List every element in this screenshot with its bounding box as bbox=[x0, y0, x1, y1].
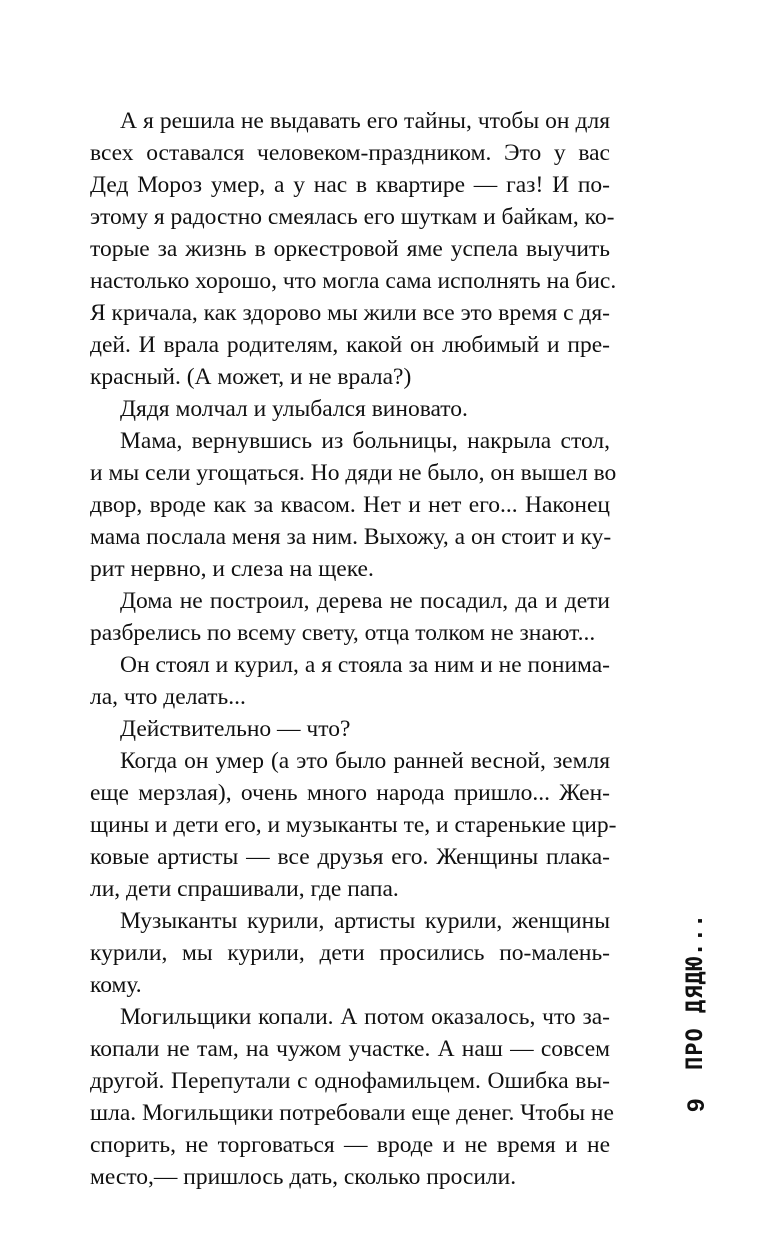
paragraph-line: двор, вроде как за квасом. Нет и нет его... Наконец bbox=[90, 492, 610, 518]
paragraph-line: красный. (А может, и не врала?) bbox=[90, 364, 412, 390]
paragraph-line: еще мерзлая), очень много народа пришло... Жен- bbox=[90, 780, 610, 806]
running-head bbox=[643, 913, 710, 1120]
paragraph-line: ковые артисты — все друзья его. Женщины плака- bbox=[90, 844, 610, 870]
paragraph-line: ли, дети спрашивали, где папа. bbox=[90, 876, 399, 902]
paragraph-line: этому я радостно смеялась его шуткам и байкам, ко- bbox=[90, 204, 615, 230]
paragraph-line: щины и дети его, и музыканты те, и старенькие цир- bbox=[90, 812, 617, 838]
paragraph-line: Дядя молчал и улыбался виновато. bbox=[120, 396, 468, 422]
paragraph-line: Я кричала, как здорово мы жили все это время с дя- bbox=[90, 300, 610, 326]
paragraph-line: дей. И врала родителям, какой он любимый и пре- bbox=[90, 332, 610, 358]
paragraph-line: копали не там, на чужом участке. А наш — совсем bbox=[90, 1036, 610, 1062]
page-number: 9 bbox=[683, 1098, 710, 1112]
paragraph-line: Могильщики копали. А потом оказалось, что за- bbox=[120, 1004, 610, 1030]
paragraph-line: всех оставался человеком-праздником. Это у вас bbox=[90, 140, 610, 166]
paragraph-line: шла. Могильщики потребовали еще денег. Чтобы не bbox=[90, 1100, 614, 1126]
paragraph-line: Мама, вернувшись из больницы, накрыла стол, bbox=[120, 428, 610, 454]
paragraph-line: торые за жизнь в оркестровой яме успела выучить bbox=[90, 236, 610, 262]
paragraph-line: Дед Мороз умер, а у нас в квартире — газ! И по- bbox=[90, 172, 610, 198]
paragraph-line: рит нервно, и слеза на щеке. bbox=[90, 556, 374, 582]
paragraph-line: Когда он умер (а это было ранней весной, земля bbox=[120, 748, 610, 774]
running-title: ПРО ДЯДЮ... bbox=[683, 913, 708, 1070]
paragraph-line: Дома не построил, дерева не посадил, да и дети bbox=[120, 588, 610, 614]
paragraph-line: мама послала меня за ним. Выхожу, а он стоит и ку- bbox=[90, 524, 612, 550]
page-body bbox=[90, 105, 617, 1193]
paragraph-line: кому. bbox=[90, 972, 142, 998]
paragraph-line: место,— пришлось дать, сколько просили. bbox=[90, 1164, 517, 1190]
paragraph-line: спорить, не торговаться — вроде и не время и не bbox=[90, 1132, 610, 1158]
paragraph-line: курили, мы курили, дети просились по-малень- bbox=[90, 940, 610, 966]
paragraph-line: другой. Перепутали с однофамильцем. Ошибка вы- bbox=[90, 1068, 610, 1094]
paragraph-line: настолько хорошо, что могла сама исполнять на бис. bbox=[90, 268, 617, 294]
paragraph-line: и мы сели угощаться. Но дяди не было, он вышел во bbox=[90, 460, 617, 486]
paragraph-line: Музыканты курили, артисты курили, женщины bbox=[120, 908, 610, 934]
paragraph-line: Он стоял и курил, а я стояла за ним и не понима- bbox=[120, 652, 610, 678]
paragraph-line: разбрелись по всему свету, отца толком не знают... bbox=[90, 620, 596, 646]
paragraph-line: Действительно — что? bbox=[120, 716, 351, 742]
paragraph-line: А я решила не выдавать его тайны, чтобы он для bbox=[120, 108, 610, 134]
paragraph-line: ла, что делать... bbox=[90, 684, 246, 710]
